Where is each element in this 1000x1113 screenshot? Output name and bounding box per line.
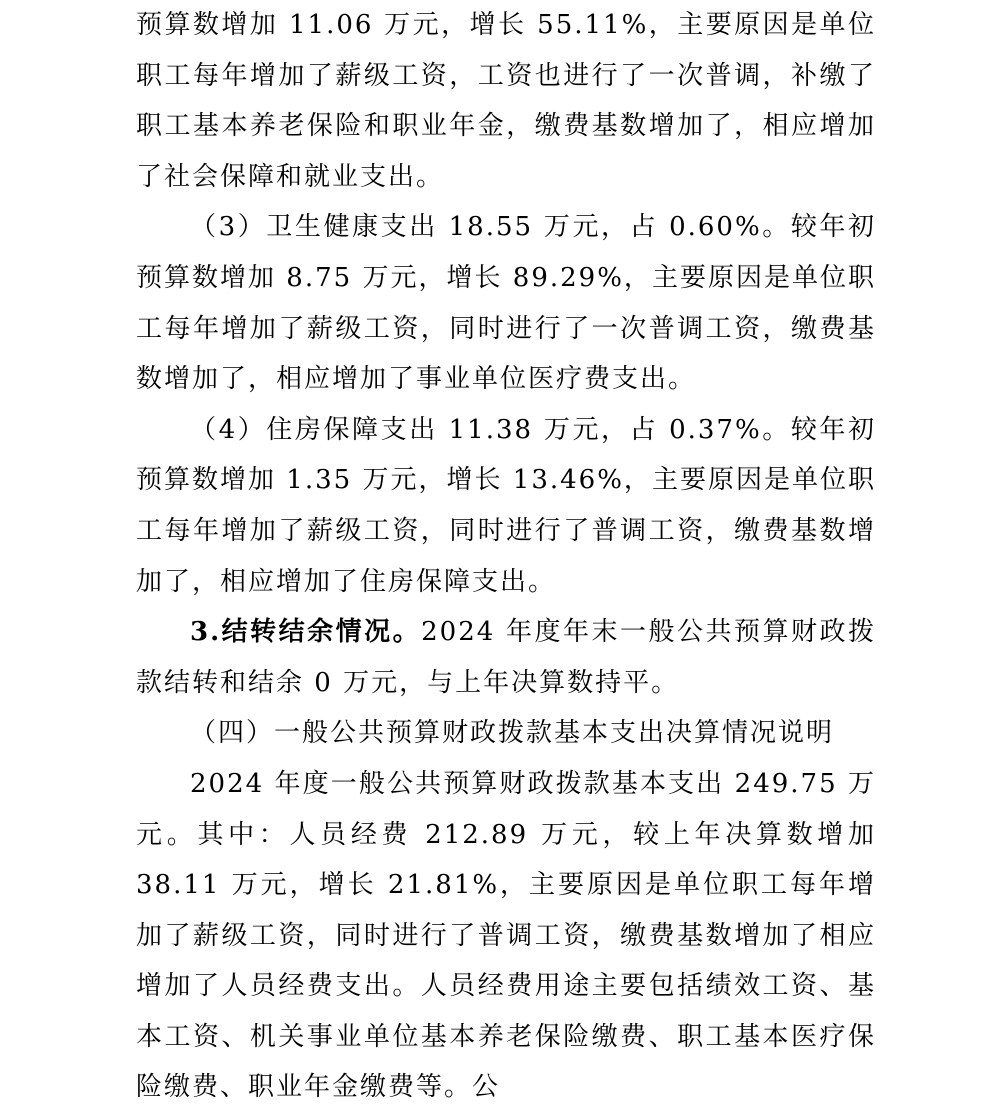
paragraph-health-expenditure: （3）卫生健康支出 18.55 万元，占 0.60%。较年初预算数增加 8.75 万元，增长 89.29%，主要原因是单位职工每年增加了薪级工资，同时进行了一次普调工资，缴费基数增加了，相应增加了事业单位医疗费支出。: [136, 212, 876, 395]
document-page: [136, 0, 876, 1113]
carryover-heading: 3.结转结余情况。: [190, 617, 422, 648]
paragraph-housing-expenditure: （4）住房保障支出 11.38 万元，占 0.37%。较年初预算数增加 1.35 万元，增长 13.46%，主要原因是单位职工每年增加了薪级工资，同时进行了普调工资，缴费基数增加了，相应增加了住房保障支出。: [136, 414, 876, 597]
paragraph-carryover-balance: [136, 607, 876, 708]
paragraph-basic-expenditure: 2024 年度一般公共预算财政拨款基本支出 249.75 万元。其中：人员经费 212.89 万元，较上年决算数增加 38.11 万元，增长 21.81%，主要原因是单位职工每年增加了薪级工资，同时进行了普调工资，缴费基数增加了相应增加了人员经费支出。人员经费用途主要包括绩效工资、基本工资、机关事业单位基本养老保险缴费、职工基本医疗保险缴费、职业年金缴费等。公: [136, 768, 876, 1103]
carryover-text: 2024 年度年末一般公共预算财政拨款结转和结余 0 万元，与上年决算数持平。: [136, 617, 876, 698]
section-heading-basic-expenditure: （四）一般公共预算财政拨款基本支出决算情况说明: [190, 718, 835, 749]
paragraph-social-security-continued: 预算数增加 11.06 万元，增长 55.11%，主要原因是单位职工每年增加了薪级工资，工资也进行了一次普调，补缴了职工基本养老保险和职业年金，缴费基数增加了，相应增加了社会保障和就业支出。: [136, 10, 876, 192]
